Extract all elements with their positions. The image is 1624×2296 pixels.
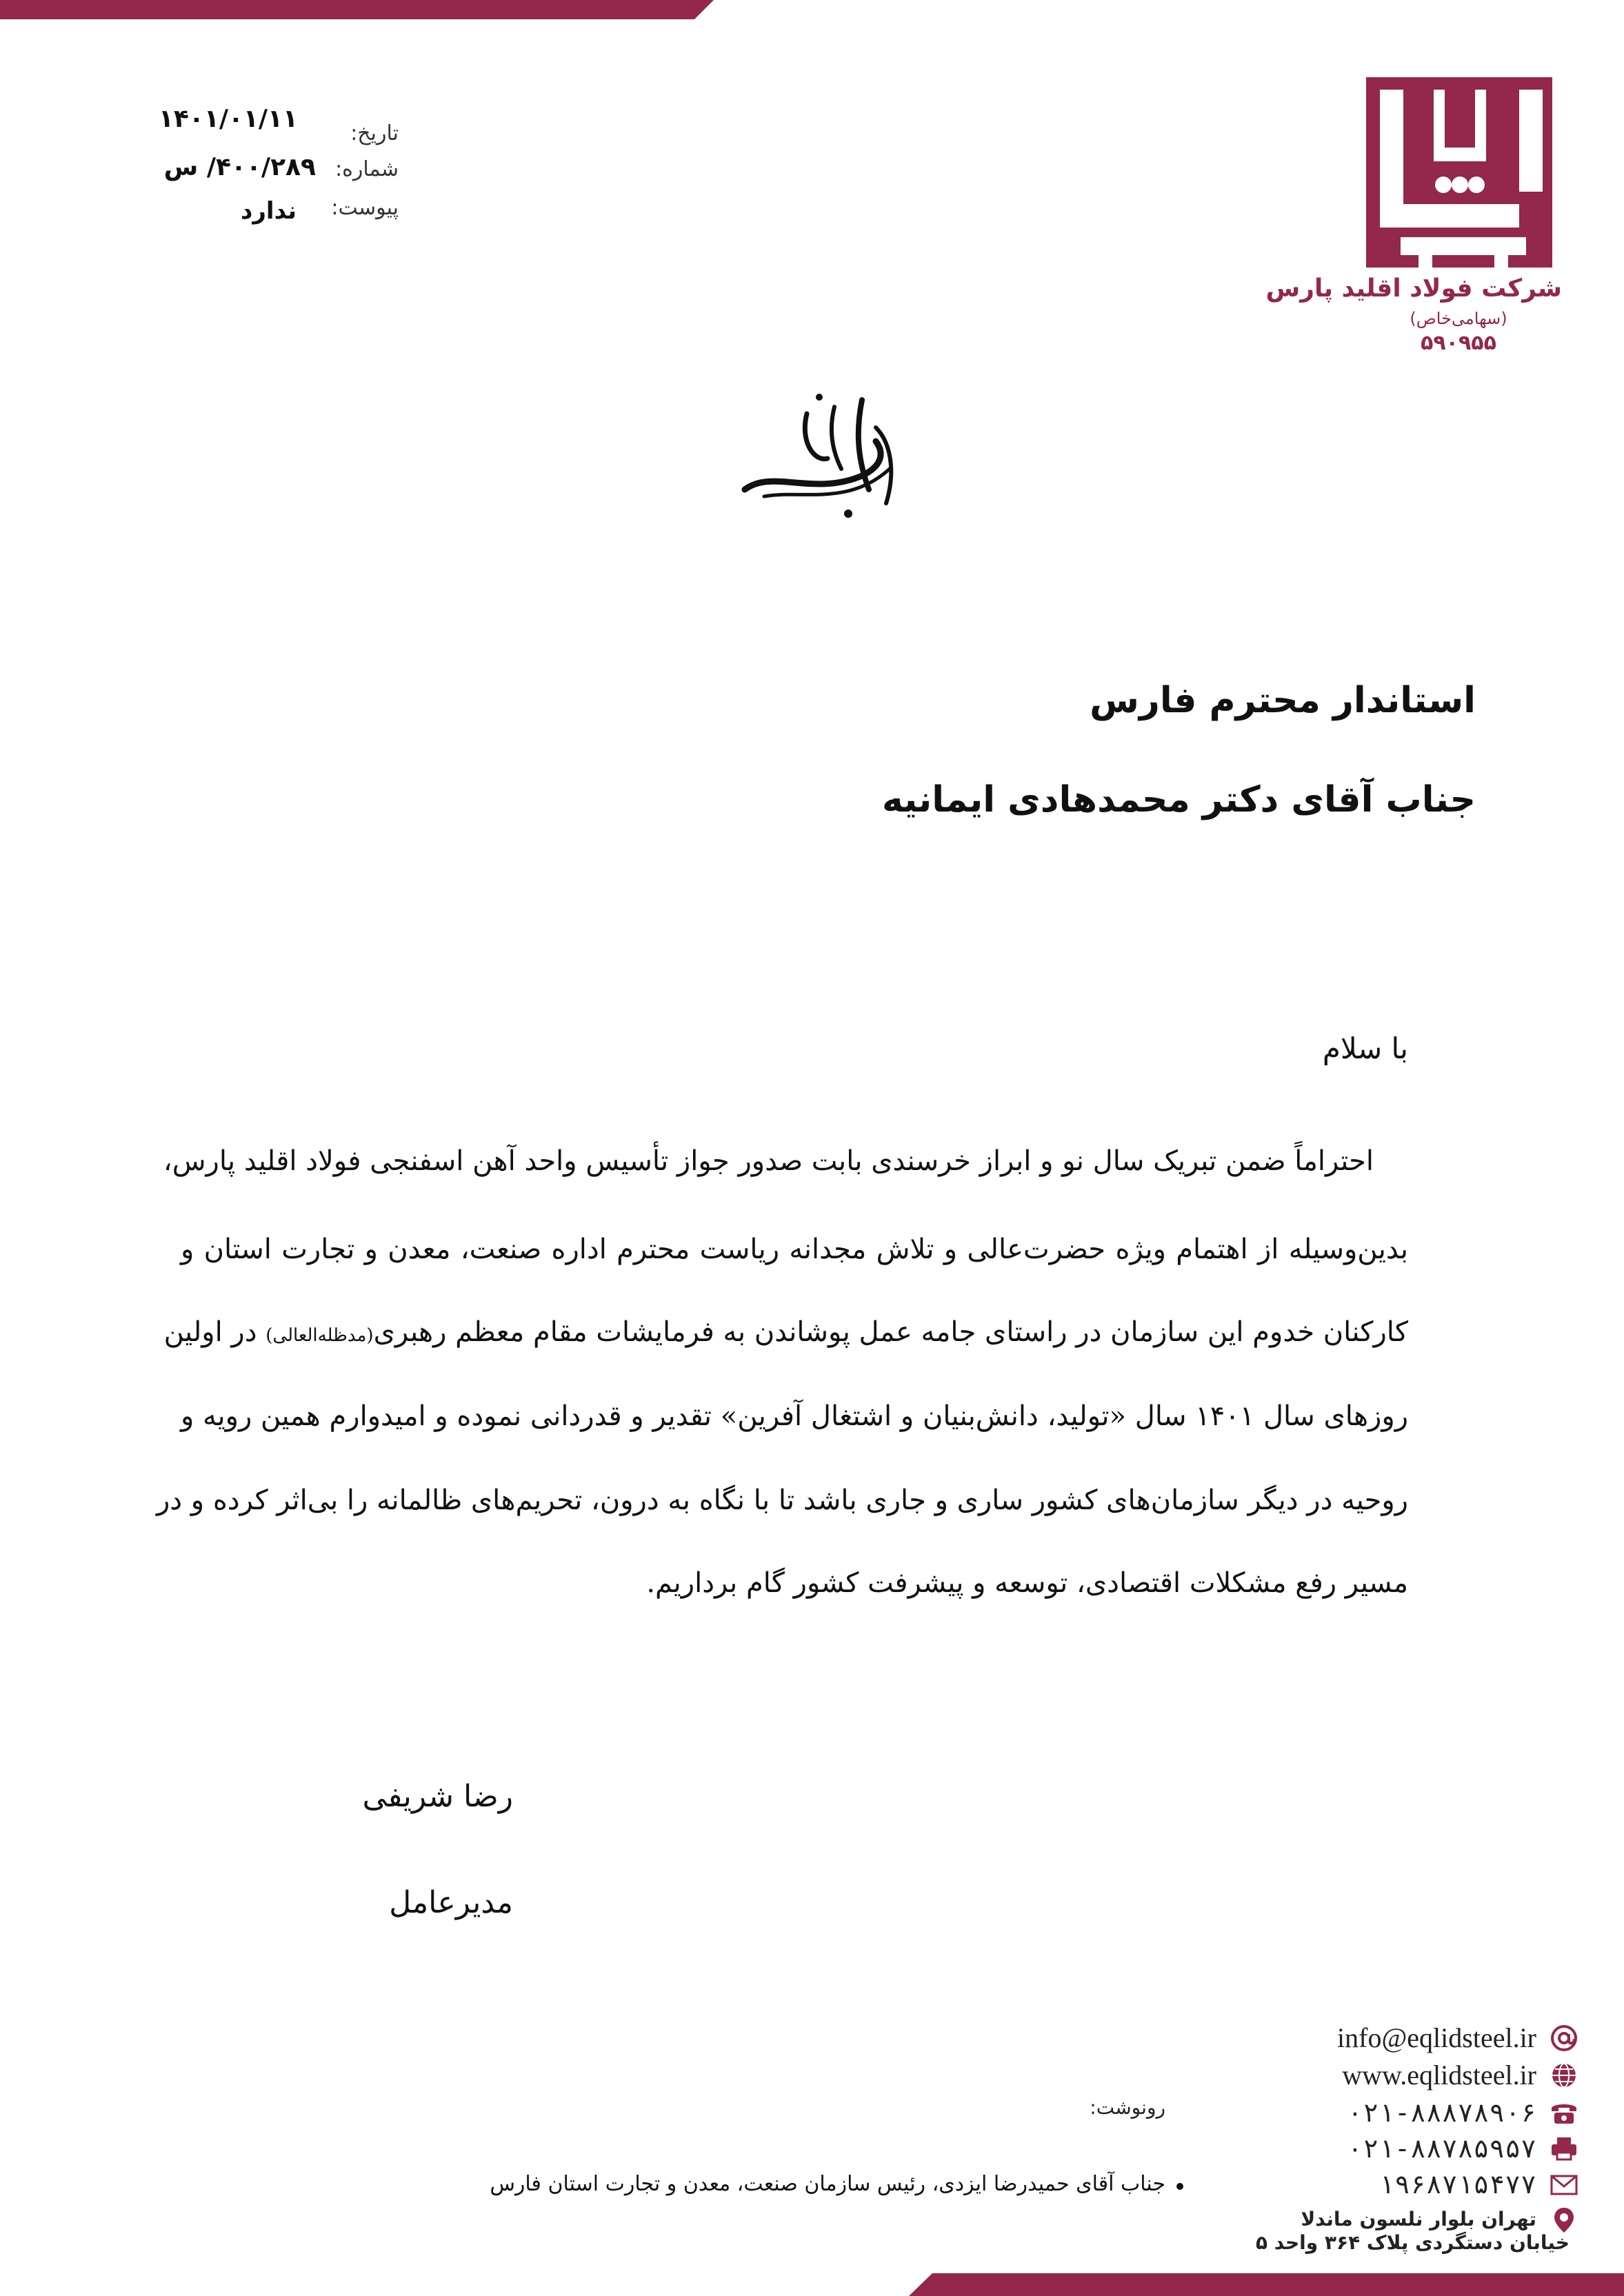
body-line-3-end: در اولین (163, 1316, 266, 1348)
envelope-icon (1549, 2171, 1579, 2198)
recipient-title: استاندار محترم فارس (1090, 680, 1476, 721)
body-line-6: مسیر رفع مشکلات اقتصادی، توسعه و پیشرفت کشور گام برداریم. (646, 1567, 1408, 1599)
contact-email[interactable]: info@eqlidsteel.ir (1337, 2022, 1536, 2053)
contact-postal-row (1310, 2166, 1579, 2202)
body-line-3 (163, 1311, 1408, 1356)
body-line-2: بدین‌وسیله از اهتمام ویژه حضرت‌عالی و تلاش مجدانه ریاست محترم اداره صنعت، معدن و تجارت استان و (181, 1233, 1408, 1265)
date-label: تاریخ: (350, 121, 399, 145)
date-value: ۱۴۰۱/۰۱/۱۱ (158, 105, 298, 133)
body-line-4: روزهای سال ۱۴۰۱ سال «تولید، دانش‌بنیان و اشتغال آفرین» تقدیر و قدردانی نموده و امیدوارم همین رویه و (181, 1400, 1409, 1432)
contact-fax[interactable]: ۰۲۱-۸۸۷۸۵۹۵۷ (1347, 2133, 1536, 2164)
recipient-name: جناب آقای دکتر محمدهادی ایمانیه (882, 779, 1476, 820)
fax-icon (1549, 2135, 1579, 2162)
company-logo (1265, 74, 1562, 364)
signer-name: رضا شریفی (362, 1779, 513, 1814)
cc-bullet (1176, 2183, 1183, 2190)
body-line-5: روحیه در دیگر سازمان‌های کشور ساری و جاری باشد تا با نگاه به درون، تحریم‌های ظالمانه را بی‌اثر کرده و در (156, 1484, 1408, 1516)
bottom-accent-bar (909, 2273, 1624, 2296)
signer-title: مدیرعامل (389, 1885, 513, 1920)
top-accent-bar (0, 0, 714, 19)
body-line-3-text: کارکنان خدوم این سازمان در راستای جامه عمل پوشاندن به فرمایشات مقام معظم رهبری (373, 1316, 1408, 1348)
cc-label: رونوشت: (1090, 2096, 1165, 2119)
number-value: ۴۰۰/۲۸۹/ س (163, 153, 316, 181)
attachment-value: ندارد (240, 197, 297, 225)
greeting: با سلام (1322, 1031, 1408, 1065)
registration-number: ۵۹۰۹۵۵ (1421, 331, 1496, 355)
contact-phone-row (1310, 2095, 1579, 2131)
company-logo-mark (1362, 74, 1562, 281)
contact-address-line1: تهران بلوار نلسون ماندلا (1301, 2208, 1536, 2230)
company-name: شرکت فولاد اقلید پارس (1265, 274, 1562, 303)
telephone-icon (1549, 2099, 1579, 2126)
at-sign-icon (1549, 2024, 1579, 2052)
contact-postal-code: ۱۹۶۸۷۱۵۴۷۷ (1379, 2169, 1536, 2199)
contact-fax-row (1310, 2131, 1579, 2166)
cc-item: جناب آقای حمیدرضا ایزدی، رئیس سازمان صنعت، معدن و تجارت استان فارس (490, 2172, 1165, 2196)
contact-address-line2: خیابان دستگردی پلاک ۳۶۴ واحد ۵ (1255, 2231, 1570, 2254)
calligraphy-mark (731, 386, 910, 524)
body-line-3-note: (مدظله‌العالی) (265, 1325, 374, 1346)
contact-email-row (1310, 2020, 1579, 2056)
number-label: شماره: (335, 157, 399, 181)
globe-icon (1549, 2062, 1579, 2089)
attachment-label: پیوست: (331, 196, 399, 220)
invocation-calligraphy (731, 386, 910, 524)
body-line-1: احتراماً ضمن تبریک سال نو و ابراز خرسندی بابت صدور جواز تأسیس واحد آهن اسفنجی فولاد اقلید پارس، (163, 1145, 1374, 1177)
company-type: (سهامی‌خاص) (1410, 309, 1507, 328)
contact-website-row (1310, 2057, 1579, 2093)
location-pin-icon (1549, 2206, 1579, 2234)
contact-website[interactable]: www.eqlidsteel.ir (1342, 2060, 1536, 2091)
contact-phone[interactable]: ۰۲۱-۸۸۸۷۸۹۰۶ (1347, 2097, 1536, 2128)
